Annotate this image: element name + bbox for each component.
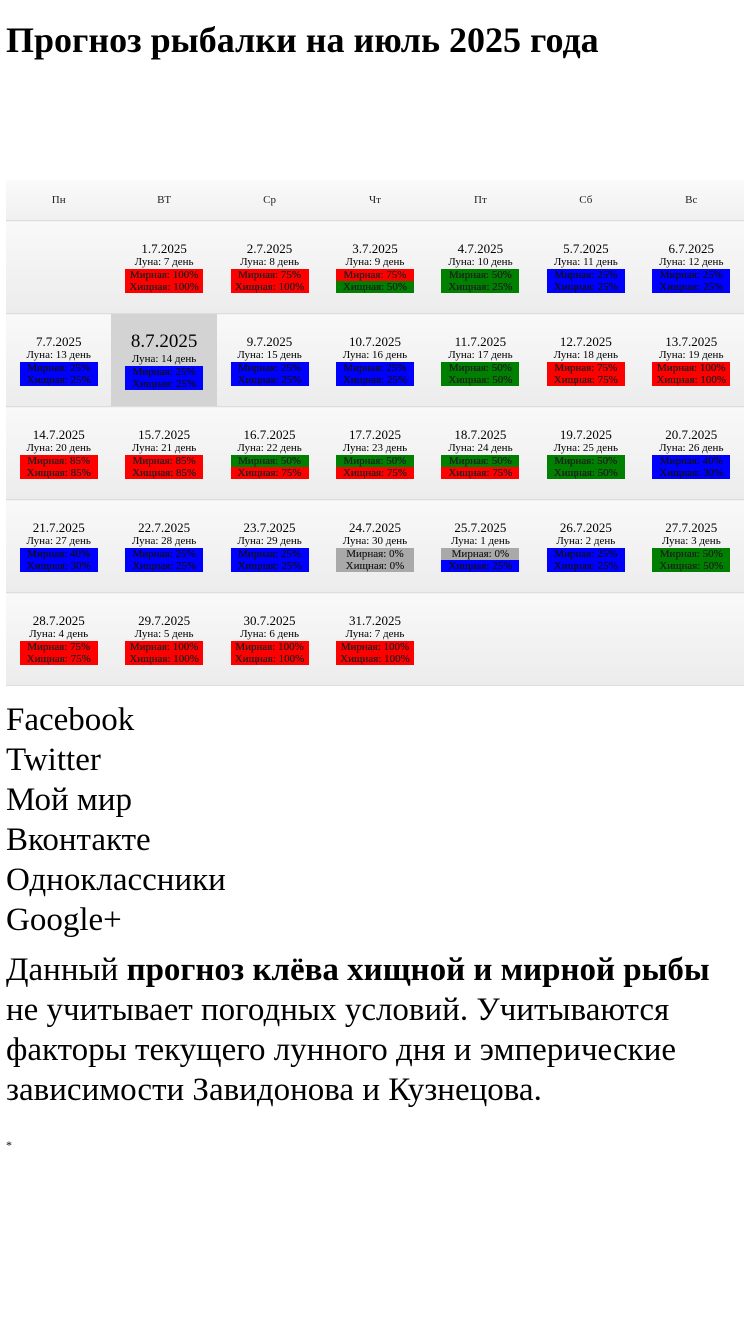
calendar-day-cell <box>111 407 216 500</box>
predator-fish-forecast: Хищная: 50% <box>652 560 730 572</box>
bite-forecast <box>125 269 203 293</box>
day-date: 12.7.2025 <box>559 333 612 349</box>
moon-day: Луна: 7 день <box>134 255 194 268</box>
peaceful-fish-forecast: Мирная: 50% <box>441 362 519 374</box>
day-date: 4.7.2025 <box>457 240 504 256</box>
predator-fish-forecast: Хищная: 100% <box>336 653 414 665</box>
moon-day: Луна: 22 день <box>237 441 302 454</box>
calendar-day-cell <box>639 314 744 407</box>
peaceful-fish-forecast: Мирная: 40% <box>20 548 98 560</box>
moon-day: Луна: 20 день <box>26 441 91 454</box>
day-date: 19.7.2025 <box>559 426 612 442</box>
bite-forecast <box>652 455 730 479</box>
weekday-mon: Пн <box>6 180 111 221</box>
calendar-day-cell <box>639 221 744 314</box>
day-date: 11.7.2025 <box>454 333 507 349</box>
predator-fish-forecast: Хищная: 50% <box>547 467 625 479</box>
predator-fish-forecast: Хищная: 75% <box>336 467 414 479</box>
moon-day: Луна: 26 день <box>659 441 724 454</box>
predator-fish-forecast: Хищная: 25% <box>336 374 414 386</box>
predator-fish-forecast: Хищная: 100% <box>125 281 203 293</box>
predator-fish-forecast: Хищная: 100% <box>125 653 203 665</box>
calendar-body <box>6 221 744 686</box>
moon-day: Луна: 27 день <box>26 534 91 547</box>
calendar-day-cell <box>322 593 427 686</box>
calendar-day-cell <box>533 407 638 500</box>
peaceful-fish-forecast: Мирная: 50% <box>336 455 414 467</box>
weekday-thu: Чт <box>322 180 427 221</box>
moon-day: Луна: 30 день <box>342 534 408 547</box>
calendar-day-cell <box>111 500 216 593</box>
bite-forecast <box>441 362 519 386</box>
peaceful-fish-forecast: Мирная: 100% <box>652 362 730 374</box>
moon-day: Луна: 12 день <box>659 255 724 268</box>
calendar-day-cell <box>639 407 744 500</box>
peaceful-fish-forecast: Мирная: 50% <box>231 455 309 467</box>
day-date: 29.7.2025 <box>138 612 191 628</box>
day-date: 23.7.2025 <box>243 519 296 535</box>
peaceful-fish-forecast: Мирная: 25% <box>231 548 309 560</box>
predator-fish-forecast: Хищная: 25% <box>547 560 625 572</box>
calendar-day-cell <box>217 221 322 314</box>
predator-fish-forecast: Хищная: 0% <box>336 560 414 572</box>
bite-forecast <box>125 366 203 390</box>
moon-day: Луна: 11 день <box>553 255 618 268</box>
calendar-day-cell <box>639 500 744 593</box>
moon-day: Луна: 24 день <box>448 441 513 454</box>
calendar-empty-cell <box>639 593 744 686</box>
description-prefix: Данный <box>6 952 127 988</box>
moon-day: Луна: 17 день <box>448 348 513 361</box>
predator-fish-forecast: Хищная: 50% <box>441 374 519 386</box>
day-date: 17.7.2025 <box>348 426 401 442</box>
moon-day: Луна: 23 день <box>342 441 408 454</box>
bite-forecast <box>336 641 414 665</box>
peaceful-fish-forecast: Мирная: 75% <box>336 269 414 281</box>
moon-day: Луна: 21 день <box>131 441 197 454</box>
moon-day: Луна: 4 день <box>29 627 89 640</box>
predator-fish-forecast: Хищная: 100% <box>652 374 730 386</box>
calendar-week-row <box>6 593 744 686</box>
moon-day: Луна: 3 день <box>661 534 721 547</box>
predator-fish-forecast: Хищная: 25% <box>441 281 519 293</box>
day-date: 7.7.2025 <box>35 333 82 349</box>
bite-forecast <box>20 641 98 665</box>
calendar-day-cell <box>111 221 216 314</box>
predator-fish-forecast: Хищная: 25% <box>547 281 625 293</box>
calendar-day-cell <box>428 407 533 500</box>
bite-forecast <box>20 455 98 479</box>
moon-day: Луна: 5 день <box>134 627 194 640</box>
peaceful-fish-forecast: Мирная: 0% <box>441 548 519 560</box>
calendar-day-cell <box>322 221 427 314</box>
peaceful-fish-forecast: Мирная: 100% <box>336 641 414 653</box>
predator-fish-forecast: Хищная: 25% <box>441 560 519 572</box>
moon-day: Луна: 28 день <box>131 534 197 547</box>
bite-forecast <box>441 269 519 293</box>
day-date: 9.7.2025 <box>246 333 293 349</box>
bite-forecast <box>231 362 309 386</box>
peaceful-fish-forecast: Мирная: 75% <box>547 362 625 374</box>
calendar-day-cell <box>428 500 533 593</box>
predator-fish-forecast: Хищная: 30% <box>20 560 98 572</box>
calendar-empty-cell <box>6 221 111 314</box>
peaceful-fish-forecast: Мирная: 25% <box>125 548 203 560</box>
day-date: 10.7.2025 <box>348 333 401 349</box>
peaceful-fish-forecast: Мирная: 85% <box>20 455 98 467</box>
calendar-day-cell <box>217 407 322 500</box>
peaceful-fish-forecast: Мирная: 100% <box>125 269 203 281</box>
predator-fish-forecast: Хищная: 25% <box>125 560 203 572</box>
twitter-link[interactable]: Twitter <box>6 742 101 778</box>
day-date: 6.7.2025 <box>668 240 715 256</box>
day-date: 3.7.2025 <box>352 240 398 256</box>
peaceful-fish-forecast: Мирная: 25% <box>547 548 625 560</box>
moy-mir-link[interactable]: Мой мир <box>6 782 132 818</box>
moon-day: Луна: 6 день <box>240 627 299 640</box>
predator-fish-forecast: Хищная: 25% <box>231 560 309 572</box>
peaceful-fish-forecast: Мирная: 50% <box>441 269 519 281</box>
bite-forecast <box>231 641 309 665</box>
facebook-link[interactable]: Facebook <box>6 702 135 738</box>
calendar-week-row <box>6 407 744 500</box>
bite-forecast <box>547 269 625 293</box>
vkontakte-link[interactable]: Вконтакте <box>6 822 151 858</box>
day-date: 18.7.2025 <box>454 426 507 442</box>
bite-forecast <box>20 362 98 386</box>
day-date: 1.7.2025 <box>141 240 187 256</box>
bite-forecast <box>547 362 625 386</box>
day-date: 16.7.2025 <box>243 426 296 442</box>
predator-fish-forecast: Хищная: 25% <box>20 374 98 386</box>
day-date: 15.7.2025 <box>138 426 191 442</box>
bite-forecast <box>231 455 309 479</box>
peaceful-fish-forecast: Мирная: 25% <box>125 366 203 378</box>
bite-forecast <box>231 548 309 572</box>
social-links <box>6 700 744 940</box>
day-date: 21.7.2025 <box>32 519 85 535</box>
moon-day: Луна: 16 день <box>342 348 408 361</box>
day-date: 24.7.2025 <box>348 519 401 535</box>
description-suffix: не учитывает погодных условий. Учитываются факторы текущего лунного дня и эмперические зависимости Завидонова и Кузнецова. <box>6 992 677 1108</box>
peaceful-fish-forecast: Мирная: 25% <box>231 362 309 374</box>
peaceful-fish-forecast: Мирная: 40% <box>652 455 730 467</box>
predator-fish-forecast: Хищная: 25% <box>652 281 730 293</box>
calendar-week-row <box>6 221 744 314</box>
moon-day: Луна: 2 день <box>556 534 616 547</box>
calendar-day-cell <box>533 221 638 314</box>
bite-forecast <box>652 548 730 572</box>
weekday-fri: Пт <box>428 180 533 221</box>
day-date: 2.7.2025 <box>246 240 293 256</box>
moon-day: Луна: 14 день <box>131 352 197 365</box>
bite-forecast <box>547 455 625 479</box>
day-date: 14.7.2025 <box>32 426 85 442</box>
predator-fish-forecast: Хищная: 85% <box>125 467 203 479</box>
calendar-day-cell <box>428 221 533 314</box>
predator-fish-forecast: Хищная: 25% <box>231 374 309 386</box>
peaceful-fish-forecast: Мирная: 25% <box>20 362 98 374</box>
weekday-header-row <box>6 180 744 221</box>
day-date: 20.7.2025 <box>665 426 718 442</box>
predator-fish-forecast: Хищная: 25% <box>125 378 203 390</box>
peaceful-fish-forecast: Мирная: 75% <box>20 641 98 653</box>
bite-forecast <box>336 548 414 572</box>
footnote: * <box>6 1138 12 1152</box>
calendar-day-cell <box>217 500 322 593</box>
calendar-day-cell <box>322 500 427 593</box>
predator-fish-forecast: Хищная: 100% <box>231 281 309 293</box>
bite-forecast <box>547 548 625 572</box>
moon-day: Луна: 9 день <box>345 255 405 268</box>
forecast-description <box>6 950 744 1110</box>
day-date: 5.7.2025 <box>563 240 609 256</box>
moon-day: Луна: 8 день <box>240 255 299 268</box>
calendar-day-cell <box>322 407 427 500</box>
peaceful-fish-forecast: Мирная: 85% <box>125 455 203 467</box>
moon-day: Луна: 18 день <box>553 348 619 361</box>
predator-fish-forecast: Хищная: 30% <box>652 467 730 479</box>
moon-day: Луна: 19 день <box>659 348 724 361</box>
odnoklassniki-link[interactable]: Одноклассники <box>6 862 226 898</box>
bite-forecast <box>20 548 98 572</box>
day-date: 31.7.2025 <box>348 612 401 628</box>
peaceful-fish-forecast: Мирная: 50% <box>547 455 625 467</box>
moon-day: Луна: 7 день <box>345 627 405 640</box>
calendar-empty-cell <box>533 593 638 686</box>
calendar-day-cell <box>111 593 216 686</box>
description-bold: прогноз клёва хищной и мирной рыбы <box>126 952 710 988</box>
peaceful-fish-forecast: Мирная: 25% <box>336 362 414 374</box>
peaceful-fish-forecast: Мирная: 100% <box>231 641 309 653</box>
bite-forecast <box>125 641 203 665</box>
calendar-empty-cell <box>428 593 533 686</box>
day-date: 27.7.2025 <box>665 519 718 535</box>
moon-day: Луна: 15 день <box>237 348 302 361</box>
calendar-week-row <box>6 314 744 407</box>
bite-forecast <box>336 269 414 293</box>
calendar-day-cell <box>6 407 111 500</box>
peaceful-fish-forecast: Мирная: 50% <box>441 455 519 467</box>
calendar-day-cell <box>533 500 638 593</box>
peaceful-fish-forecast: Мирная: 100% <box>125 641 203 653</box>
day-date: 26.7.2025 <box>559 519 612 535</box>
moon-day: Луна: 1 день <box>450 534 510 547</box>
predator-fish-forecast: Хищная: 75% <box>547 374 625 386</box>
day-date: 25.7.2025 <box>454 519 507 535</box>
day-date: 8.7.2025 <box>130 330 198 352</box>
calendar-day-cell <box>111 314 216 407</box>
weekday-tue: ВТ <box>111 180 216 221</box>
google-plus-link[interactable]: Google+ <box>6 902 122 938</box>
bite-forecast <box>652 269 730 293</box>
bite-forecast <box>336 455 414 479</box>
bite-forecast <box>231 269 309 293</box>
calendar-day-cell <box>533 314 638 407</box>
day-date: 28.7.2025 <box>32 612 85 628</box>
day-date: 22.7.2025 <box>138 519 191 535</box>
calendar-day-cell <box>322 314 427 407</box>
calendar-day-cell <box>6 593 111 686</box>
predator-fish-forecast: Хищная: 50% <box>336 281 414 293</box>
moon-day: Луна: 10 день <box>448 255 513 268</box>
day-date: 13.7.2025 <box>665 333 718 349</box>
bite-forecast <box>125 455 203 479</box>
calendar-day-cell <box>6 314 111 407</box>
weekday-wed: Ср <box>217 180 322 221</box>
fishing-calendar <box>6 180 744 686</box>
predator-fish-forecast: Хищная: 100% <box>231 653 309 665</box>
bite-forecast <box>336 362 414 386</box>
peaceful-fish-forecast: Мирная: 25% <box>547 269 625 281</box>
calendar-day-cell <box>428 314 533 407</box>
bite-forecast <box>441 455 519 479</box>
calendar-day-cell <box>6 500 111 593</box>
calendar-day-cell <box>217 314 322 407</box>
page-title: Прогноз рыбалки на июль 2025 года <box>6 20 599 60</box>
predator-fish-forecast: Хищная: 75% <box>20 653 98 665</box>
weekday-sat: Сб <box>533 180 638 221</box>
bite-forecast <box>441 548 519 572</box>
day-date: 30.7.2025 <box>243 612 296 628</box>
moon-day: Луна: 13 день <box>26 348 91 361</box>
calendar-day-cell <box>217 593 322 686</box>
bite-forecast <box>652 362 730 386</box>
moon-day: Луна: 29 день <box>237 534 302 547</box>
peaceful-fish-forecast: Мирная: 50% <box>652 548 730 560</box>
peaceful-fish-forecast: Мирная: 25% <box>652 269 730 281</box>
moon-day: Луна: 25 день <box>553 441 619 454</box>
predator-fish-forecast: Хищная: 75% <box>441 467 519 479</box>
predator-fish-forecast: Хищная: 85% <box>20 467 98 479</box>
calendar-week-row <box>6 500 744 593</box>
peaceful-fish-forecast: Мирная: 75% <box>231 269 309 281</box>
weekday-sun: Вс <box>639 180 744 221</box>
predator-fish-forecast: Хищная: 75% <box>231 467 309 479</box>
bite-forecast <box>125 548 203 572</box>
peaceful-fish-forecast: Мирная: 0% <box>336 548 414 560</box>
